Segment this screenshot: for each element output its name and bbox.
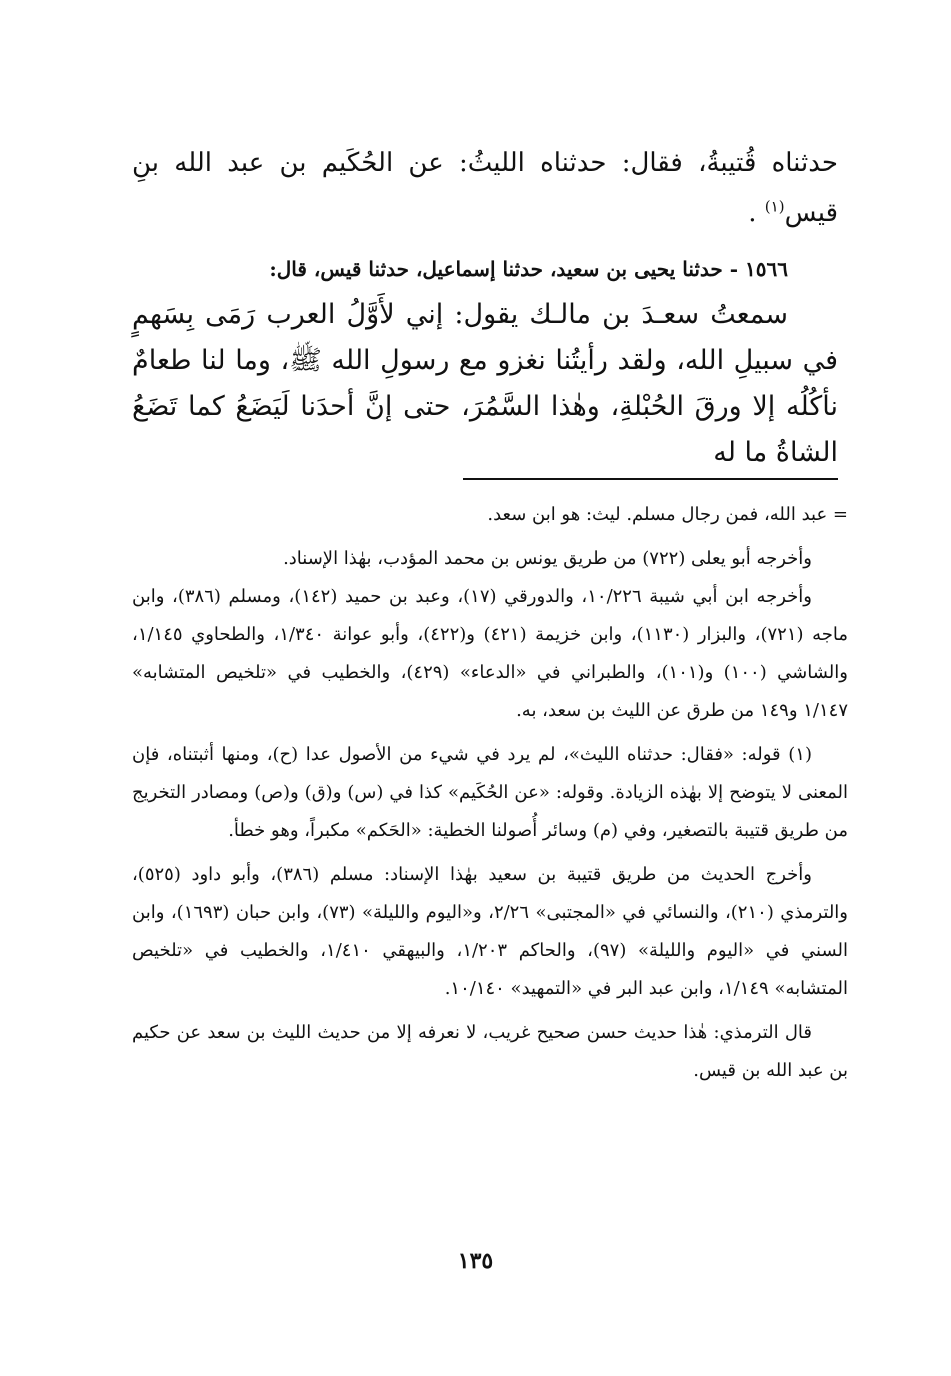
footnote-divider bbox=[463, 478, 838, 480]
hadith-number: ١٥٦٦ bbox=[745, 257, 788, 281]
hadith-header bbox=[132, 252, 838, 286]
footnotes bbox=[132, 496, 848, 1090]
page-number: ١٣٥ bbox=[457, 1248, 494, 1274]
hadith-chain: - حدثنا يحيى بن سعيد، حدثنا إسماعيل، حدثنا قيس، قال: bbox=[269, 257, 739, 281]
footnote-ref: (١) bbox=[764, 197, 785, 216]
footnote-continuation: = عبد الله، فمن رجال مسلم. ليث: هو ابن سعد. bbox=[487, 504, 848, 525]
hadith-text: سمعتُ سعـدَ بن مالـك يقول: إني لأَوَّلُ العرب رَمَى بِسَهمٍ في سبيلِ الله، ولقد رأيتُنا نغزو مع رسولِ الله ﷺ، وما لنا طعامٌ نأكُلُه إلا ورقَ الحُبْلةِ، وهٰذا السَّمُرَ، حتى إنَّ أحدَنا لَيَضَعُ كما تَضَعُ الشاةُ ما له bbox=[132, 299, 838, 468]
footnote-paragraph-4: وأخرج الحديث من طريق قتيبة بن سعيد بهٰذا الإسناد: مسلم (٣٨٦)، وأبو داود (٥٢٥)، والترمذي (٢١٠)، والنسائي في «المجتبى» ٢/٢٦، و«اليوم والليلة» (٧٣)، وابن حبان (١٦٩٣)، وابن السني في «اليوم والليلة» (٩٧)، والحاكم ١/٢٠٣، والبيهقي ١/٤١٠، والخطيب في «تلخيص المتشابه» ١/١٤٩، وابن عبد البر في «التمهيد» ١٠/١٤٠. bbox=[132, 864, 848, 999]
footnote-paragraph-3: (١) قوله: «فقال: حدثناه الليث»، لم يرد في شيء من الأصول عدا (ح)، ومنها أثبتناه، فإن المعنى لا يتوضح إلا بهٰذه الزيادة. وقوله: «عن الحُكَيم» كذا في (س) و(ق) و(ص) ومصادر التخريج من طريق قتيبة بالتصغير، وفي (م) وسائر أُصولنا الخطية: «الحَكم» مكبراً، وهو خطأ. bbox=[132, 744, 848, 841]
intro-line: حدثناه قُتيبةُ، فقال: حدثناه الليثُ: عن الحُكَيم بن عبد الله بنِ قيس bbox=[132, 148, 838, 228]
intro-paragraph bbox=[132, 138, 838, 238]
intro-end: . bbox=[748, 198, 757, 228]
footnote-paragraph-5: قال الترمذي: هٰذا حديث حسن صحيح غريب، لا نعرفه إلا من حديث الليث بن سعد عن حكيم بن عبد الله بن قيس. bbox=[132, 1022, 848, 1081]
main-text bbox=[132, 138, 838, 476]
footnote-paragraph-2: وأخرجه ابن أبي شيبة ١٠/٢٢٦، والدورقي (١٧)، وعبد بن حميد (١٤٢)، ومسلم (٣٨٦)، وابن ماجه (٧٢١)، والبزار (١١٣٠)، وابن خزيمة (٤٢١) و(٤٢٢)، وأبو عوانة ١/٣٤٠، والطحاوي ١/١٤٥، والشاشي (١٠٠) و(١٠١)، والطبراني في «الدعاء» (٤٢٩)، والخطيب في «تلخيص المتشابه» ١/١٤٧ و١٤٩ من طرق عن الليث بن سعد، به. bbox=[132, 586, 848, 721]
footnote-paragraph-1: وأخرجه أبو يعلى (٧٢٢) من طريق يونس بن محمد المؤدب، بهٰذا الإسناد. bbox=[283, 548, 812, 569]
